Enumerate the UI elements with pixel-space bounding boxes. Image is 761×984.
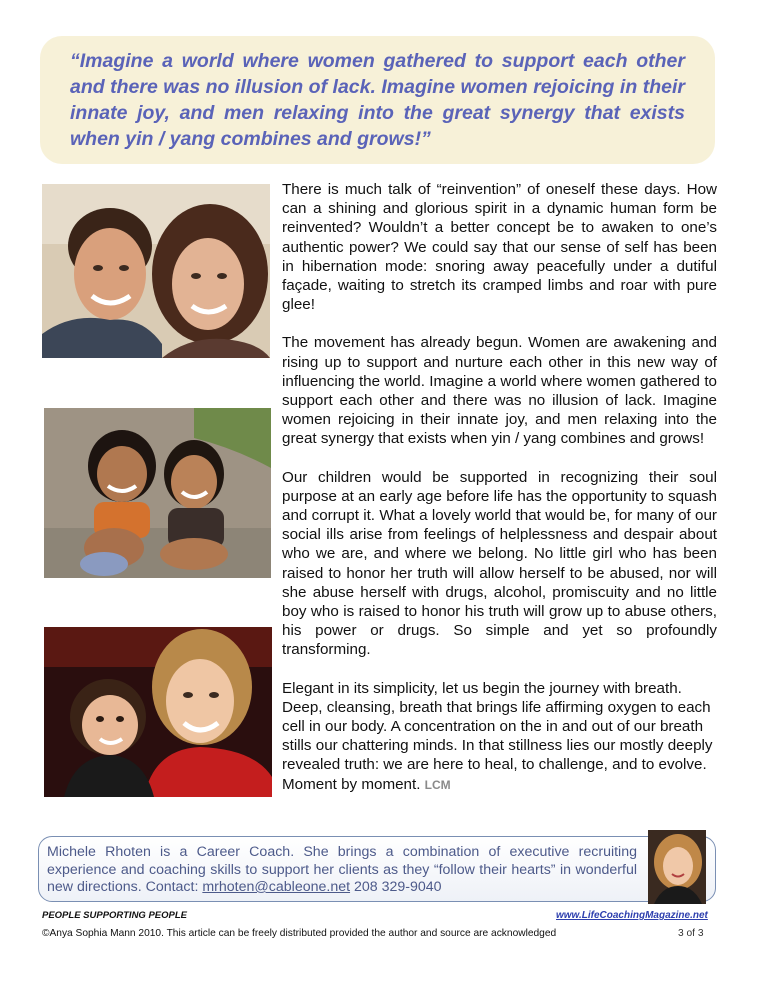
author-photo [648, 830, 706, 904]
article-paragraph: Our children would be supported in recognizing their soul purpose at an early age before life has the opportunity to squash and corrupt it. What a lovely world that would be, for many of our social ills arise from feelings of helplessness and despair about who we are, and where we belong. No little girl who has been raised to honor her truth will allow herself to be abused, nor will she abuse herself with drugs, alcohol, promiscuity and no little boy who is raised to honor his truth will grow up to abuse others, his power or drugs. So simple and yet so profoundly transforming. [282, 468, 717, 659]
footer-copyright: ©Anya Sophia Mann 2010. This article can be freely distributed provided the author and source are acknowledged [42, 928, 557, 939]
mother-child-photo [44, 627, 272, 797]
article-paragraph-text: Elegant in its simplicity, let us begin the journey with breath. Deep, cleansing, breath that brings life affirming oxygen to each cell in our body. A concentration on the in and out of our breath stills our chattering minds. In that stillness lies our mostly deeply revealed truth: we are here to heal, to challenge, and to evolve. [282, 679, 713, 774]
closing-text: Moment by moment. [282, 775, 421, 793]
footer-website-link[interactable]: www.LifeCoachingMagazine.net [556, 910, 708, 921]
article-paragraph: There is much talk of “reinvention” of oneself these days. How can a shining and glorious spirit in a dynamic human form be reinvented? Wouldn’t a better concept be to awaken to one’s authentic power? We could say that our sense of self has been in hibernation mode: snoring away peacefully under a dutiful façade, waiting to stretch its cramped limbs and roar with pure glee! [282, 181, 717, 314]
footer-section-title: PEOPLE SUPPORTING PEOPLE [42, 910, 187, 921]
pull-quote-text: “Imagine a world where women gathered to support each other and there was no illusion of lack. Imagine women rejoicing in their innate joy, and men relaxing into the great synergy that exists when yin / yang combines and grows!” [70, 50, 685, 150]
signature-lcm: LCM [424, 777, 451, 792]
author-bio-box [38, 836, 716, 902]
children-photo [44, 408, 271, 578]
article-closing [282, 775, 717, 795]
bio-phone: 208 329-9040 [350, 879, 442, 895]
article-paragraph [282, 679, 717, 775]
article-body [282, 180, 717, 795]
couple-photo [42, 184, 270, 358]
page-number: 3 of 3 [678, 928, 704, 939]
article-paragraph: The movement has already begun. Women are awakening and rising up to support and nurture each other in this new way of influencing the world. Imagine a world where women gathered to support each other and there was no illusion of lack. Imagine women rejoicing in their innate joy, and men relaxing into the great synergy that exists when yin / yang combines and grows! [282, 334, 717, 448]
pull-quote-box [40, 36, 715, 164]
author-bio-text [47, 844, 637, 897]
bio-email-link[interactable]: mrhoten@cableone.net [202, 879, 351, 895]
bio-description: Michele Rhoten is a Career Coach. She brings a combination of executive recruiting experience and coaching skills to support her clients as they “follow their hearts” in wonderful new directions. Contact: [47, 844, 637, 895]
